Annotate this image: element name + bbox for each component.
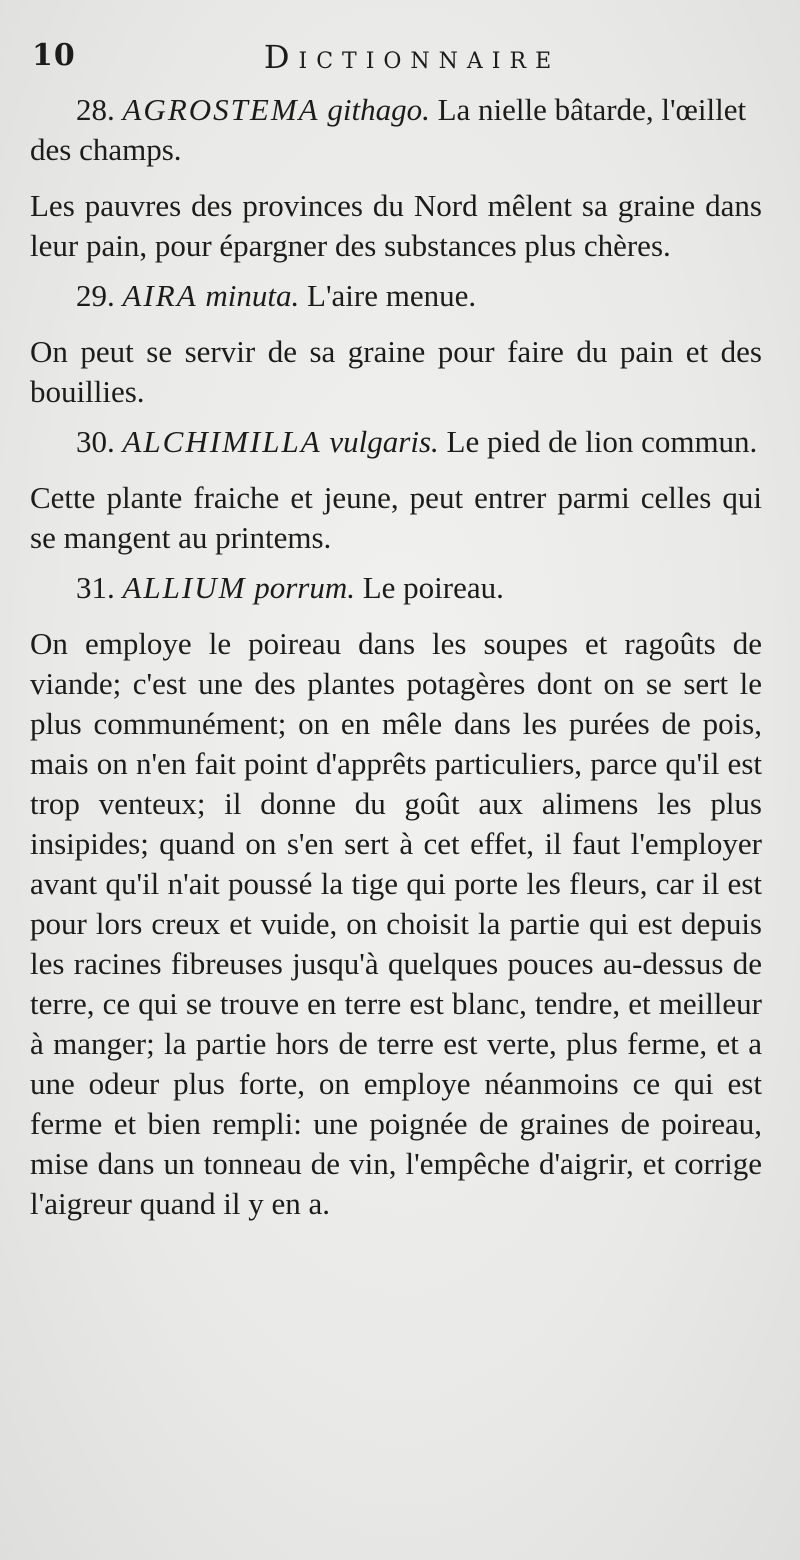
entry-number: 31. bbox=[76, 570, 115, 605]
page-number: 10 bbox=[32, 38, 76, 73]
running-head: Dictionnaire bbox=[263, 38, 561, 76]
entry-description: Cette plante fraiche et jeune, peut entrer parmi celles qui se mangent au printems. bbox=[30, 480, 762, 555]
page-header bbox=[32, 38, 772, 78]
entry-genus: AIRA bbox=[122, 278, 198, 313]
entry-description: Les pauvres des provinces du Nord mêlent sa graine dans leur pain, pour épargner des substances plus chères. bbox=[30, 188, 762, 263]
entry-heading bbox=[30, 90, 762, 170]
page-body bbox=[30, 90, 762, 1224]
entry-common-name: Le pied de lion commun. bbox=[446, 424, 758, 459]
entry-description: On peut se servir de sa graine pour faire du pain et des bouillies. bbox=[30, 334, 762, 409]
entry-number: 30. bbox=[76, 424, 115, 459]
entry-heading bbox=[30, 422, 762, 462]
entry-number: 29. bbox=[76, 278, 115, 313]
entry-heading bbox=[30, 568, 762, 608]
entry-genus: ALCHIMILLA bbox=[122, 424, 322, 459]
entry-species: porrum. bbox=[254, 570, 355, 605]
entry-number: 28. bbox=[76, 92, 115, 127]
entry-species: githago. bbox=[327, 92, 430, 127]
entry-common-name: Le poireau. bbox=[362, 570, 504, 605]
entry-genus: AGROSTEMA bbox=[122, 92, 320, 127]
entry-heading bbox=[30, 276, 762, 316]
entry-species: vulgaris. bbox=[329, 424, 439, 459]
entry-common-name: La nielle bâtarde, l'œillet des champs. bbox=[30, 92, 747, 167]
entry-genus: ALLIUM bbox=[122, 570, 247, 605]
entry-species: minuta. bbox=[205, 278, 300, 313]
entry-description: On employe le poireau dans les soupes et ragoûts de viande; c'est une des plantes potagères dont on se sert le plus communément; on en mêle dans les purées de pois, mais on n'en fait point d'apprêts particuliers, parce qu'il est trop venteux; il donne du goût aux alimens les plus insipides; quand on s'en sert à cet effet, il faut l'employer avant qu'il n'ait poussé la tige qui porte les fleurs, car il est pour lors creux et vuide, on choisit la partie qui est depuis les racines fibreuses jusqu'à quelques pouces au-dessus de terre, ce qui se trouve en terre est blanc, tendre, et meilleur à manger; la partie hors de terre est verte, plus ferme, et a une odeur plus forte, on employe néanmoins ce qui est ferme et bien rempli: une poignée de graines de poireau, mise dans un tonneau de vin, l'empêche d'aigrir, et corrige l'aigreur quand il y en a. bbox=[30, 626, 762, 1221]
entry-common-name: L'aire menue. bbox=[307, 278, 477, 313]
